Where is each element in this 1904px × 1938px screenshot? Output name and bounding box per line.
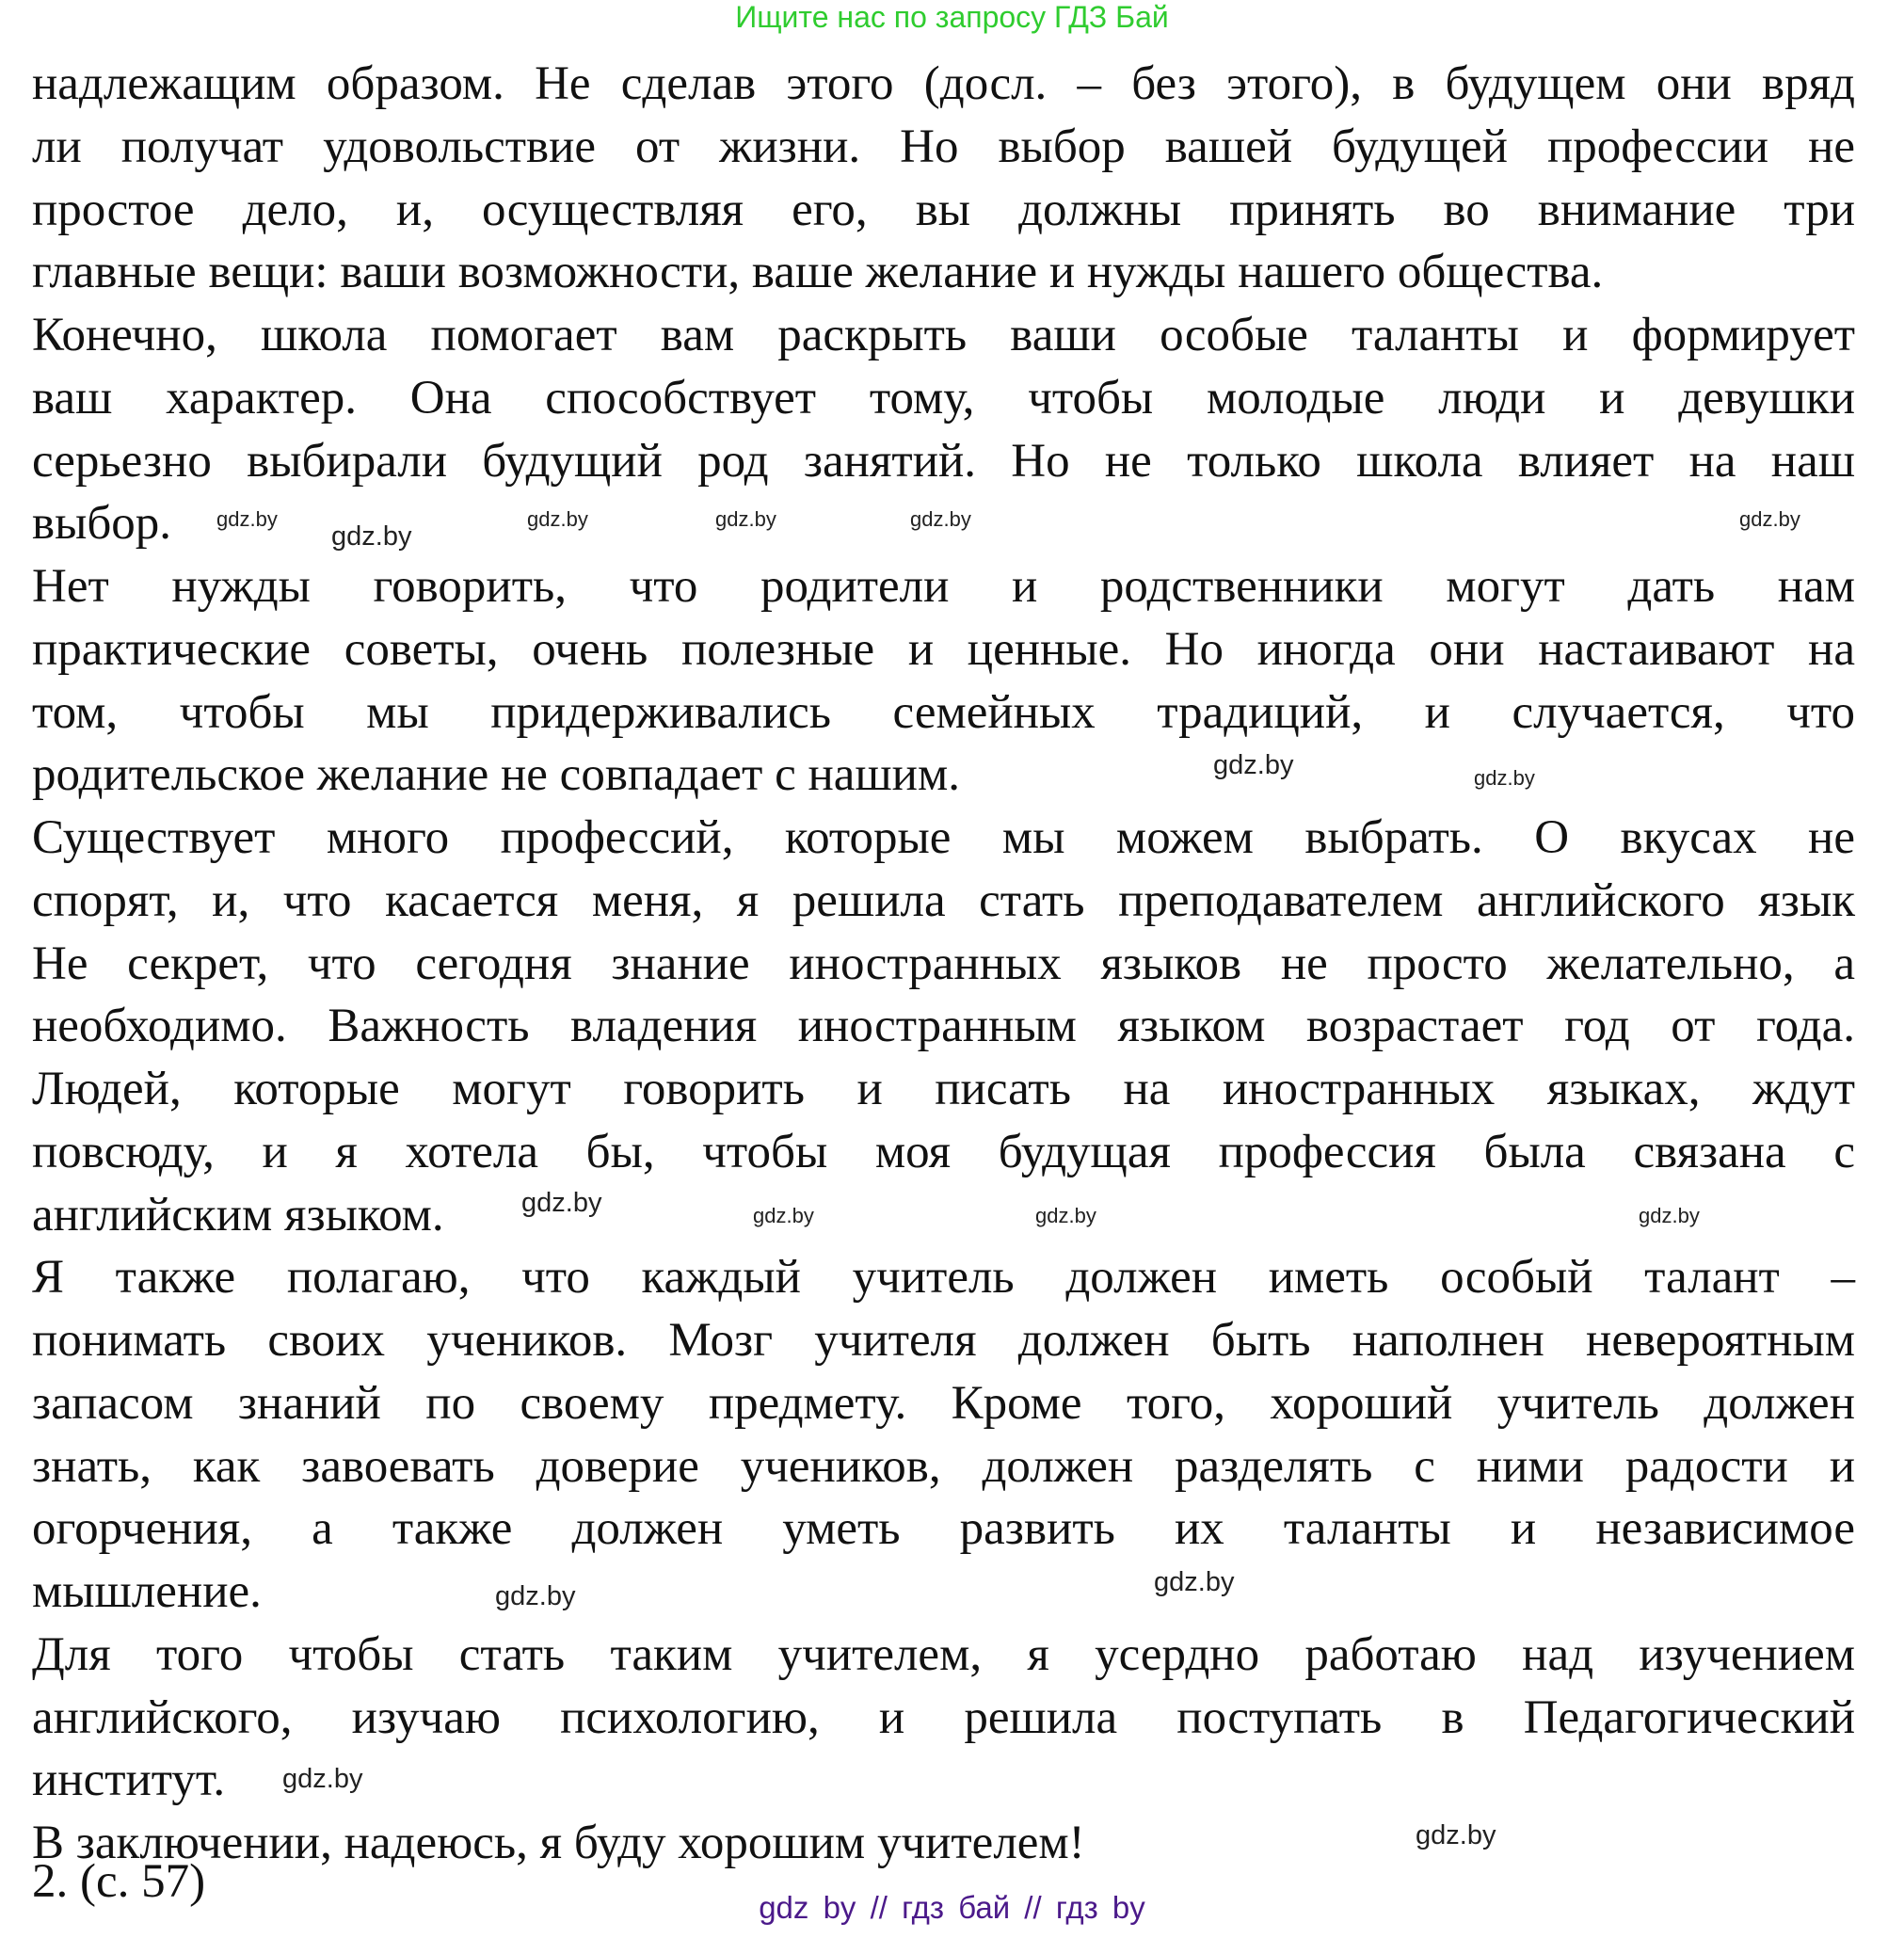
text-line: серьезно выбирали будущий род занятий. Но не только школа влияет на наш (32, 434, 1855, 488)
watermark: gdz.by (1639, 1204, 1700, 1227)
paragraph (32, 1812, 1855, 1875)
watermark: gdz.by (521, 1188, 602, 1218)
text-line: Для того чтобы стать таким учителем, я усердно работаю над изучением (32, 1627, 1855, 1681)
text-line: понимать своих учеников. Мозг учителя должен быть наполнен невероятным (32, 1314, 1855, 1367)
text-line: главные вещи: ваши возможности, ваше желание и нужды нашего общества. (32, 246, 1604, 299)
text-line: Людей, которые могут говорить и писать на иностранных языках, ждут (32, 1063, 1855, 1115)
text-line: институт. (32, 1754, 226, 1807)
text-line: В заключении, надеюсь, я буду хорошим учителем! (32, 1817, 1085, 1869)
text-line: огорчения, а также должен уметь развить их таланты и независимое (32, 1502, 1855, 1556)
text-line: необходимо. Важность владения иностранным языком возрастает год от года. (32, 1000, 1855, 1053)
cut-off-line (32, 1855, 206, 1908)
text-line: запасом знаний по своему предмету. Кроме того, хороший учитель должен (32, 1376, 1855, 1430)
watermark: gdz.by (331, 521, 412, 552)
text-line: простое дело, и, осуществляя его, вы должны принять во внимание три (32, 183, 1855, 236)
watermark: gdz.by (753, 1204, 814, 1227)
text-line: Нет нужды говорить, что родители и родственники могут дать нам (32, 560, 1855, 613)
paragraph (32, 53, 1855, 304)
watermark: gdz.by (216, 507, 278, 531)
text-line: Конечно, школа помогает вам раскрыть ваши особые таланты и формирует (32, 309, 1855, 361)
paragraph (32, 555, 1855, 807)
text-line: ваш характер. Она способствует тому, чтобы молодые люди и девушки (32, 371, 1855, 424)
watermark: gdz.by (1154, 1567, 1235, 1597)
watermark: gdz.by (282, 1764, 363, 1794)
text-line: повсюду, и я хотела бы, чтобы моя будущая профессия была связана с (32, 1125, 1855, 1178)
watermark: gdz.by (1416, 1820, 1496, 1850)
site-footer-links[interactable]: gdz by // гдз бай // гдз by (759, 1890, 1145, 1925)
paragraph (32, 1246, 1855, 1624)
text-line: английского, изучаю психологию, и решила поступать в Педагогический (32, 1690, 1855, 1744)
text-line: Не секрет, что сегодня знание иностранных языков не просто желательно, а (32, 937, 1855, 990)
text-line: Я также полагаю, что каждый учитель должен иметь особый талант – (32, 1251, 1855, 1305)
watermark: gdz.by (1739, 507, 1800, 531)
paragraph (32, 807, 1855, 1246)
document-body (32, 53, 1855, 1875)
text-line: надлежащим образом. Не сделав этого (досл. – без этого), в будущем они вряд (32, 57, 1855, 110)
watermark: gdz.by (1474, 766, 1535, 790)
watermark: gdz.by (715, 507, 776, 531)
watermark: gdz.by (910, 507, 971, 531)
text-line: практические советы, очень полезные и ценные. Но иногда они настаивают на (32, 622, 1855, 676)
text-line: спорят, и, что касается меня, я решила стать преподавателем английского язык (32, 873, 1855, 927)
text-line: английским языком. (32, 1188, 444, 1241)
text-line: выбор. (32, 497, 172, 551)
text-line: знать, как завоевать доверие учеников, должен разделять с ними радости и (32, 1439, 1855, 1493)
text-line: мышление. (32, 1565, 262, 1618)
cut-off-line-text: 2. (с. 57) (32, 1855, 206, 1908)
text-line: родительское желание не совпадает с нашим. (32, 748, 960, 802)
watermark: gdz.by (1213, 750, 1294, 780)
text-line: том, чтобы мы придерживались семейных традиций, и случается, что (32, 685, 1855, 739)
watermark: gdz.by (527, 507, 588, 531)
watermark: gdz.by (1035, 1204, 1096, 1227)
watermark: gdz.by (495, 1581, 576, 1611)
search-hint-banner: Ищите нас по запросу ГДЗ Бай (735, 0, 1169, 34)
text-line: ли получат удовольствие от жизни. Но выбор вашей будущей профессии не (32, 120, 1855, 173)
text-line: Существует много профессий, которые мы можем выбрать. О вкусах не (32, 811, 1855, 864)
